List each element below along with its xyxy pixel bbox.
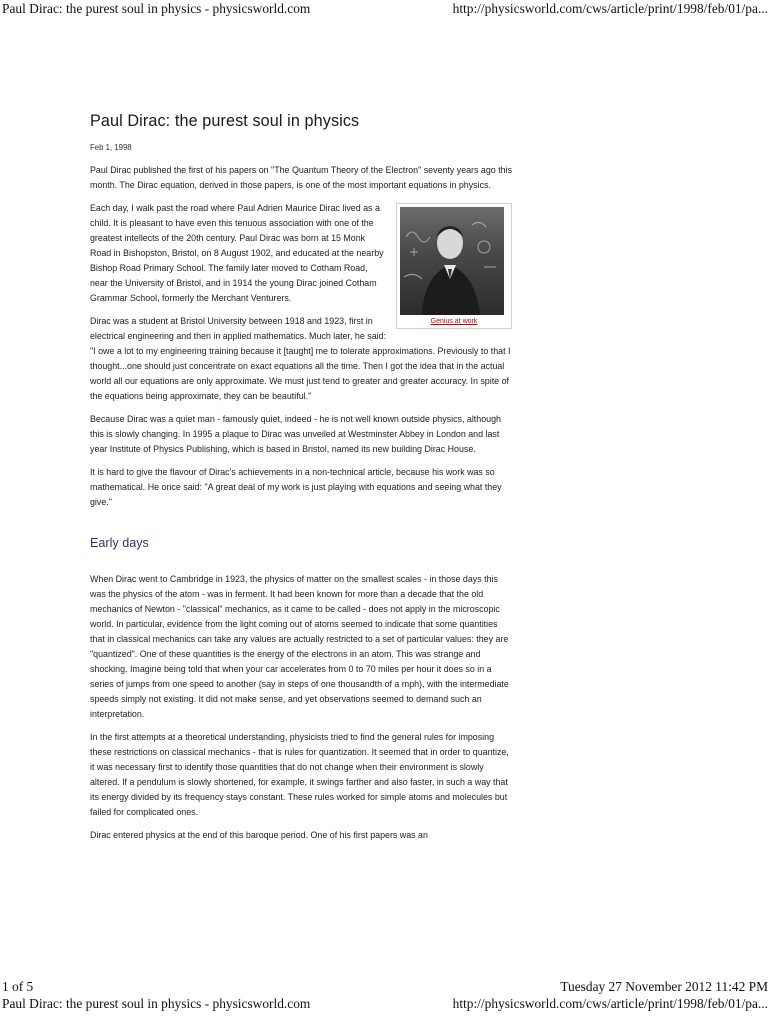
section-paragraph: When Dirac went to Cambridge in 1923, the physics of matter on the smallest scales - in those days this was the physics of the atom - was in ferment. It had been known for more than a decade that the old mechanics of Newton - "classical" mechanics, as it came to be called - does not apply in the microscopic world. In particular, evidence from the light coming out of atoms seemed to indicate that some quantities that in classical mechanics can take any values are actually restricted to a set of particular values: they are "quantized". One of these quantities is the energy of the electrons in an atom. This was strange and shocking. Imagine being told that when your car accelerates from 0 to 70 miles per hour it does so in a series of jumps from one speed to another (say in steps of one thousandth of a mph), with the intermediate speeds simply not existing. It did not make sense, and yet observations seemed to demand such an interpretation.	[90, 574, 509, 719]
section-paragraph: Dirac entered physics at the end of this baroque period. One of his first papers was an	[90, 830, 428, 840]
print-timestamp: Tuesday 27 November 2012 11:42 PM	[560, 979, 768, 994]
article-date: Feb 1, 1998	[90, 143, 132, 152]
print-header-title: Paul Dirac: the purest soul in physics - physicsworld.com	[2, 1, 311, 16]
print-header-url: http://physicsworld.com/cws/article/print/1998/feb/01/pa...	[452, 1, 768, 16]
article	[90, 112, 512, 851]
section-heading: Early days	[90, 536, 149, 550]
print-header-title: Paul Dirac: the purest soul in physics - physicsworld.com	[2, 996, 311, 1011]
figure-caption-link[interactable]: Genius at work	[430, 318, 478, 325]
article-figure	[396, 203, 512, 329]
portrait-photo-icon	[400, 207, 504, 315]
print-header-url: http://physicsworld.com/cws/article/print/1998/feb/01/pa...	[452, 996, 768, 1011]
article-paragraph: Each day, I walk past the road where Paul Adrien Maurice Dirac lived as a child. It is pleasant to have even this tenuous association with one of the greatest intellects of the 20th century. Paul Dirac was born at 15 Monk Road in Bishopston, Bristol, on 8 August 1902, and educated at the nearby Bishop Road Primary School. The family later moved to Cotham Road, near the University of Bristol, and in 1914 the young Dirac joined Cotham Grammar School, formerly the Merchant Venturers.	[90, 203, 384, 303]
article-paragraph: It is hard to give the flavour of Dirac's achievements in a non-technical article, because his work was so mathematical. He once said: "A great deal of my work is just playing with equations and seeing what they give."	[90, 467, 502, 507]
article-paragraph: Because Dirac was a quiet man - famously quiet, indeed - he is not well known outside physics, although this is slowly changing. In 1995 a plaque to Dirac was unveiled at Westminster Abbey in London and last year Institute of Physics Publishing, which is based in Bristol, named its new building Dirac House.	[90, 414, 501, 454]
page-indicator: 1 of 5	[2, 979, 34, 994]
section-paragraph: In the first attempts at a theoretical understanding, physicists tried to find the general rules for imposing these restrictions on classical mechanics - that is rules for quantization. It seemed that in order to quantize, it was necessary first to identify those quantities that do not change when their environment is slowly altered. If a pendulum is slowly shortened, for example, it swings farther and also faster, in such a way that its energy divided by its frequency stays constant. These rules worked for simple atoms and molecules but failed for complicated ones.	[90, 732, 509, 817]
print-header	[2, 1, 768, 21]
print-header-repeat	[2, 996, 768, 1016]
article-title: Paul Dirac: the purest soul in physics	[90, 112, 360, 130]
article-intro: Paul Dirac published the first of his papers on "The Quantum Theory of the Electron" seventy years ago this month. The Dirac equation, derived in those papers, is one of the most important equations in physics.	[90, 165, 513, 190]
article-paragraph: Dirac was a student at Bristol University between 1918 and 1923, first in electrical engineering and then in applied mathematics. Much later, he said: "I owe a lot to my engineering training because it [taught] me to tolerate approximations. Previously to that I thought...one should just concentrate on exact equations all the time. Then I got the idea that in the actual world all our equations are only approximate. We must just tend to greater and greater accuracy. In spite of the equations being approximate, they can be beautiful."	[90, 316, 511, 401]
